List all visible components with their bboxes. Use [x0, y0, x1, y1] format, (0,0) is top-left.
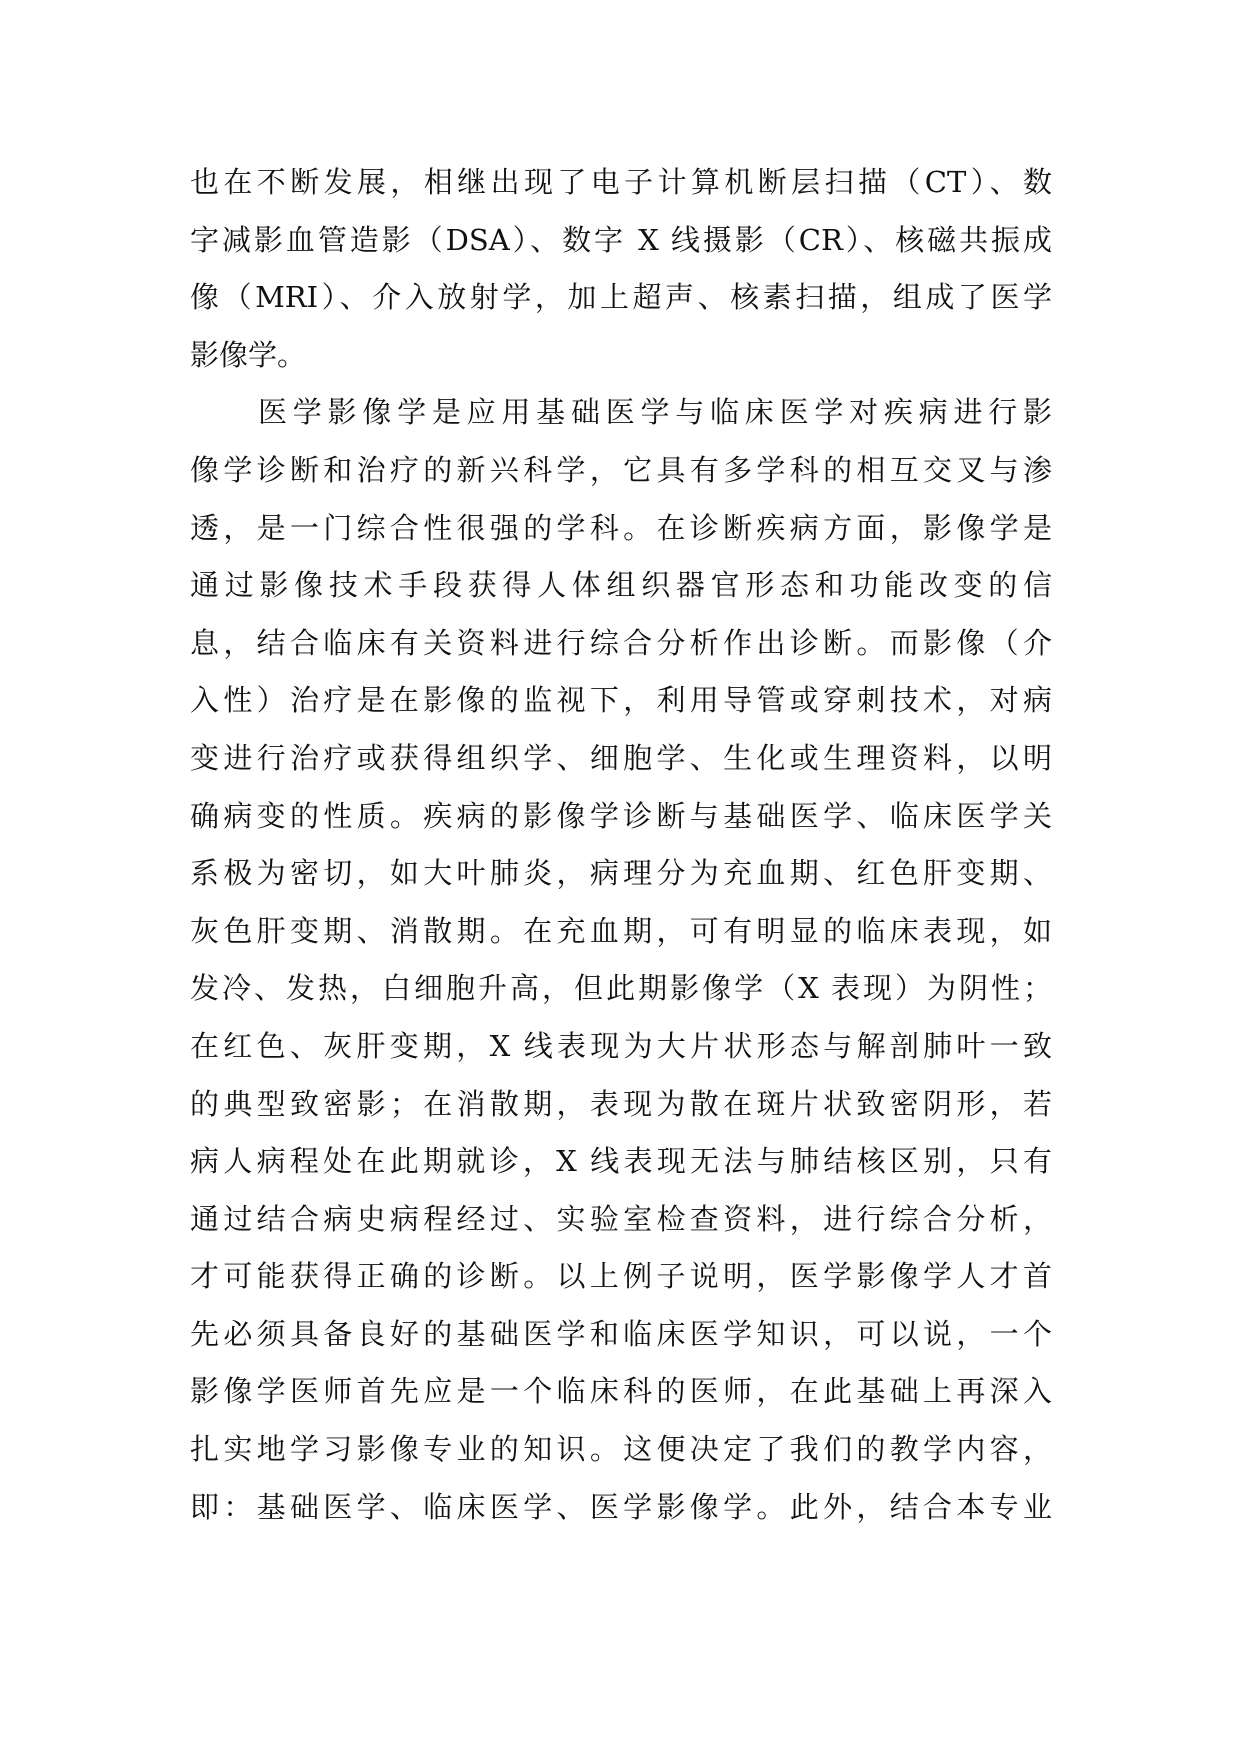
text-line: 先必须具备良好的基础医学和临床医学知识，可以说，一个	[190, 1316, 1052, 1351]
text-line: 像（MRI）、介入放射学，加上超声、核素扫描，组成了医学	[190, 280, 1052, 315]
text-line: 影像学。	[190, 337, 307, 372]
text-line: 变进行治疗或获得组织学、细胞学、生化或生理资料，以明	[190, 740, 1052, 775]
text-line: 也在不断发展，相继出现了电子计算机断层扫描（CT）、数	[190, 165, 1052, 199]
text-line: 通过结合病史病程经过、实验室检查资料，进行综合分析，	[190, 1201, 1052, 1236]
body-text	[190, 154, 1052, 1536]
paragraph-1	[190, 154, 1052, 384]
text-line: 扎实地学习影像专业的知识。这便决定了我们的教学内容，	[190, 1432, 1052, 1467]
paragraph-2	[190, 384, 1052, 1536]
text-line: 影像学医师首先应是一个临床科的医师，在此基础上再深入	[190, 1374, 1052, 1409]
text-line: 才可能获得正确的诊断。以上例子说明，医学影像学人才首	[190, 1259, 1052, 1294]
text-line: 字减影血管造影（DSA）、数字 X 线摄影（CR）、核磁共振成	[190, 222, 1052, 257]
text-line: 像学诊断和治疗的新兴科学，它具有多学科的相互交叉与渗	[190, 452, 1052, 487]
text-line: 系极为密切，如大叶肺炎，病理分为充血期、红色肝变期、	[190, 856, 1052, 891]
text-line: 医学影像学是应用基础医学与临床医学对疾病进行影	[258, 395, 1052, 430]
text-line: 入性）治疗是在影像的监视下，利用导管或穿刺技术，对病	[190, 683, 1052, 718]
text-line: 息，结合临床有关资料进行综合分析作出诊断。而影像（介	[190, 625, 1052, 660]
text-line: 通过影像技术手段获得人体组织器官形态和功能改变的信	[190, 568, 1052, 603]
text-line: 在红色、灰肝变期，X 线表现为大片状形态与解剖肺叶一致	[190, 1028, 1052, 1063]
text-line: 透，是一门综合性很强的学科。在诊断疾病方面，影像学是	[190, 510, 1052, 545]
text-line: 的典型致密影；在消散期，表现为散在斑片状致密阴形，若	[190, 1086, 1052, 1121]
text-line: 即：基础医学、临床医学、医学影像学。此外，结合本专业	[190, 1489, 1052, 1524]
text-line: 病人病程处在此期就诊，X 线表现无法与肺结核区别，只有	[190, 1144, 1052, 1179]
text-line: 确病变的性质。疾病的影像学诊断与基础医学、临床医学关	[190, 798, 1052, 833]
text-line: 灰色肝变期、消散期。在充血期，可有明显的临床表现，如	[190, 913, 1052, 948]
text-line: 发冷、发热，白细胞升高，但此期影像学（X 表现）为阴性；	[190, 971, 1052, 1006]
